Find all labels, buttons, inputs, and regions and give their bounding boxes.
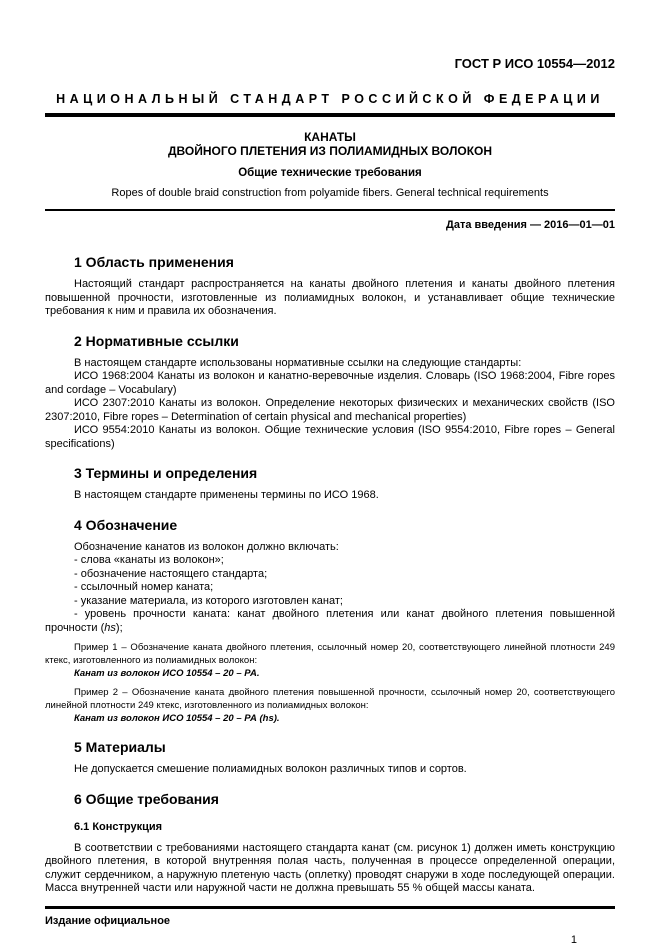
section-2-reference: ИСО 2307:2010 Канаты из волокон. Определение некоторых физических и механических свойств (ISO 2307:2010, Fibre ropes – Determination of certain physical and mechanical properties) bbox=[45, 397, 615, 423]
section-2-paragraph: В настоящем стандарте использованы нормативные ссылки на следующие стандарты: bbox=[74, 356, 522, 369]
title-rule bbox=[45, 209, 615, 211]
section-5-heading: 5 Материалы bbox=[74, 739, 166, 755]
section-1-paragraph: Настоящий стандарт распространяется на канаты двойного плетения и канаты двойного плетения повышенной прочности, изготовленные из полиамидных волокон, и устанавливает общие технические требования к ним и правила их обозначения. bbox=[45, 278, 615, 317]
section-5-paragraph: Не допускается смешение полиамидных волокон различных типов и сортов. bbox=[74, 763, 467, 775]
edition-note: Издание официальное bbox=[45, 914, 171, 927]
page-number: 1 bbox=[570, 933, 577, 946]
section-6-1-subheading: 6.1 Конструкция bbox=[74, 820, 163, 833]
section-2-reference: ИСО 1968:2004 Канаты из волокон и канатно-веревочные изделия. Словарь (ISO 1968:2004, Fibre ropes and cordage – Vocabulary) bbox=[45, 370, 615, 396]
section-2-heading: 2 Нормативные ссылки bbox=[74, 332, 239, 349]
doc-number: ГОСТ Р ИСО 10554—2012 bbox=[454, 56, 615, 71]
section-4-list-item: - обозначение настоящего стандарта; bbox=[74, 567, 268, 580]
section-4-list-item bbox=[45, 608, 615, 635]
section-6-paragraph: В соответствии с требованиями настоящего стандарта канат (см. рисунок 1) должен иметь конструкцию двойного плетения, в которой внутренняя полая часть, полученная в процессе определенной операции, служит сердечником, а наружную плетеную часть (оплетку) проводят снаружи в ходе последующей операции. Масса внутренней части или наружной части не должна превышать 55 % общей массы каната. bbox=[45, 841, 615, 894]
example-2-designation: Канат из волокон ИСО 10554 – 20 – РА (hs). bbox=[74, 713, 280, 724]
section-1-heading: 1 Область применения bbox=[74, 254, 234, 270]
effective-date: Дата введения — 2016—01—01 bbox=[446, 219, 615, 231]
list-item-text: ); bbox=[115, 621, 123, 634]
section-6-heading: 6 Общие требования bbox=[74, 790, 219, 807]
standard-type-line: НАЦИОНАЛЬНЫЙ СТАНДАРТ РОССИЙСКОЙ ФЕДЕРАЦИИ bbox=[56, 92, 604, 106]
example-1-text: Пример 1 – Обозначение каната двойного плетения, ссылочный номер 20, соответствующего линейной плотности 249 ктекс, изготовленного из полиамидных волокон: bbox=[45, 642, 615, 666]
section-3-paragraph: В настоящем стандарте применены термины по ИСО 1968. bbox=[74, 489, 379, 501]
example-2-text: Пример 2 – Обозначение каната двойного плетения повышенной прочности, ссылочный номер 20, соответствующего линейной плотности 249 ктекс, изготовленного из полиамидных волокон: bbox=[45, 687, 615, 711]
section-4-list-item: - указание материала, из которого изготовлен канат; bbox=[74, 594, 343, 607]
doc-title-line1: КАНАТЫ bbox=[304, 130, 356, 144]
doc-title-line2: ДВОЙНОГО ПЛЕТЕНИЯ ИЗ ПОЛИАМИДНЫХ ВОЛОКОН bbox=[167, 144, 493, 158]
section-4-list-item: - слова «канаты из волокон»; bbox=[74, 554, 224, 566]
section-4-heading: 4 Обозначение bbox=[74, 516, 178, 533]
section-4-intro: Обозначение канатов из волокон должно включать: bbox=[74, 540, 339, 553]
section-3-heading: 3 Термины и определения bbox=[74, 465, 258, 481]
section-2-reference: ИСО 9554:2010 Канаты из волокон. Общие технические условия (ISO 9554:2010, Fibre ropes – General specifications) bbox=[45, 424, 615, 450]
list-item-italic: hs bbox=[104, 621, 116, 634]
doc-subtitle-ru: Общие технические требования bbox=[238, 167, 422, 179]
doc-subtitle-en: Ropes of double braid construction from polyamide fibers. General technical requirements bbox=[111, 187, 549, 199]
example-1-designation: Канат из волокон ИСО 10554 – 20 – РА. bbox=[74, 668, 260, 679]
footer-rule bbox=[45, 906, 615, 909]
header-rule bbox=[45, 113, 615, 117]
list-item-text: - уровень прочности каната: канат двойного плетения или канат двойного плетения повышенной прочности ( bbox=[45, 608, 615, 634]
section-4-list-item: - ссылочный номер каната; bbox=[74, 581, 214, 593]
